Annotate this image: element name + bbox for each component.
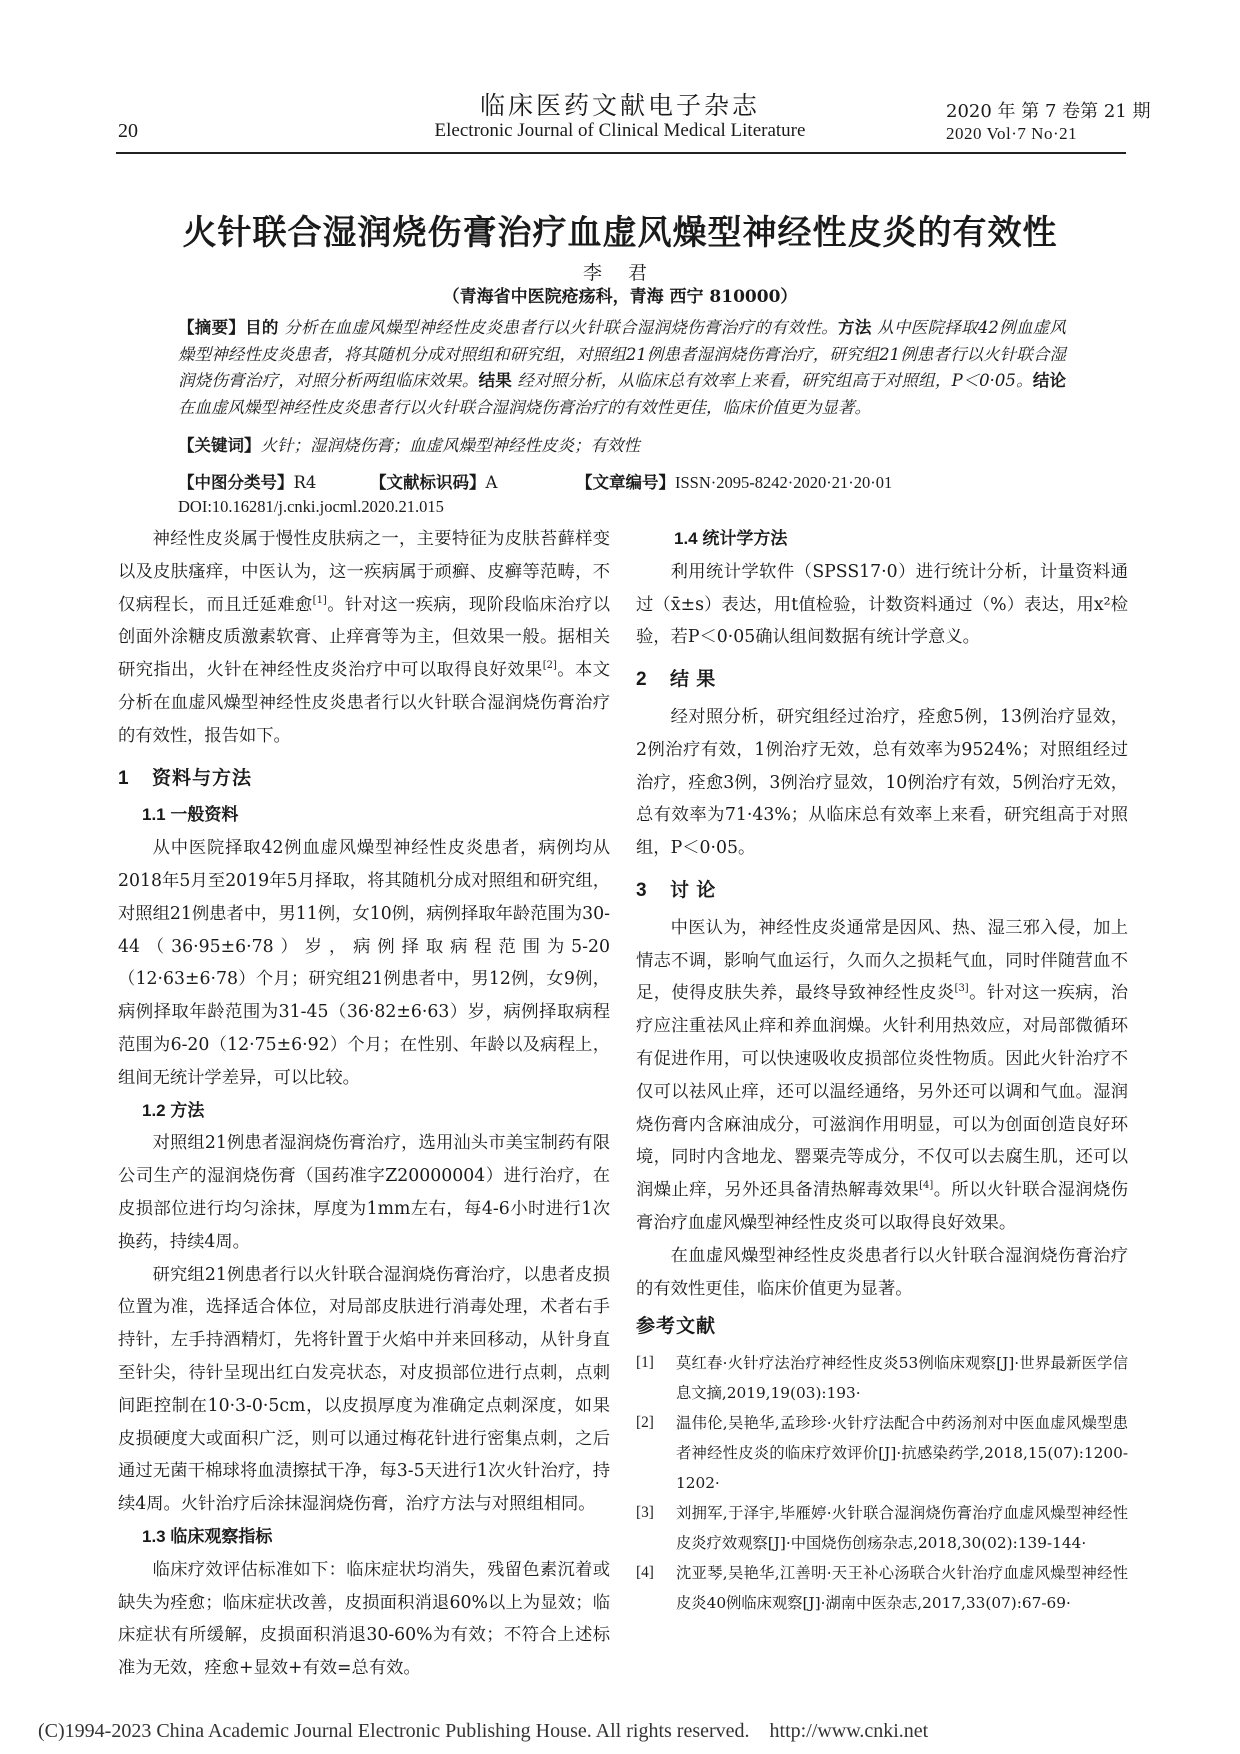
clc-field	[178, 469, 316, 493]
reference-number: [1]	[636, 1354, 654, 1372]
keywords-line	[178, 433, 1078, 459]
section-1-2-paragraph-1: 对照组21例患者湿润烧伤膏治疗，选用汕头市美宝制药有限公司生产的湿润烧伤膏（国药准字Z20000004）进行治疗，在皮损部位进行均匀涂抹，厚度为1mm左右，每4-6小时进行1次换药，持续4周。	[118, 1133, 610, 1252]
abstract-conclusion-label: 结论	[1032, 371, 1067, 390]
section-1-number: 1	[118, 767, 130, 789]
doc-code-field	[370, 469, 497, 493]
section-2-heading	[636, 664, 1128, 697]
reference-text: 沈亚琴,吴艳华,江善明·天王补心汤联合火针治疗血虚风燥型神经性皮炎40例临床观察[J]·湖南中医杂志,2017,33(07):67-69·	[676, 1564, 1128, 1613]
abstract-result-label: 结果	[478, 371, 512, 390]
citation-2: [2]	[542, 660, 557, 672]
section-3-paragraph-1	[636, 912, 1128, 1240]
reference-text: 莫红春·火针疗法治疗神经性皮炎53例临床观察[J]·世界最新医学信息文摘,2019,19(03):193·	[676, 1354, 1128, 1403]
reference-text: 刘拥军,于泽宇,毕雁婷·火针联合湿润烧伤膏治疗血虚风燥型神经性皮炎疗效观察[J]·中国烧伤创疡杂志,2018,30(02):139-144·	[676, 1504, 1128, 1553]
section-2-paragraph: 经对照分析，研究组经过治疗，痊愈5例，13例治疗显效，2例治疗有效，1例治疗无效，总有效率为9524%；对照组经过治疗，痊愈3例，3例治疗显效，10例治疗有效，5例治疗无效，总有效率为71·43%；从临床总有效率上来看，研究组高于对照组，P＜0·05。	[636, 706, 1128, 859]
clc-value: R4	[293, 473, 317, 492]
abstract-purpose: 分析在血虚风燥型神经性皮炎患者行以火针联合湿润烧伤膏治疗的有效性。	[278, 318, 839, 337]
abstract-method-label: 方法	[838, 318, 872, 337]
section-1-4-heading: 1.4 统计学方法	[674, 529, 788, 548]
copyright-footer: (C)1994-2023 China Academic Journal Electronic Publishing House. All rights reserved. http://www.cnki.net	[38, 1720, 929, 1742]
section-3-text-b: 。针对这一疾病，治疗应注重祛风止痒和养血润燥。火针利用热效应，对局部微循环有促进作用，可以快速吸收皮损部位炎性物质。因此火针治疗不仅可以祛风止痒，还可以温经通络，另外还可以调和气血。湿润烧伤膏内含麻油成分，可滋润作用明显，可以为创面创造良好环境，同时内含地龙、罂粟壳等成分，不仅可以去腐生肌，还可以润燥止痒，另外还具备清热解毒效果	[636, 983, 1128, 1201]
section-1-4-paragraph: 利用统计学软件（SPSS17·0）进行统计分析，计量资料通过（x̄±s）表达，用t值检验，计数资料通过（%）表达，用x²检验，若P＜0·05确认组间数据有统计学意义。	[636, 561, 1128, 648]
intro-text-a: 神经性皮炎属于慢性皮肤病之一，主要特征为皮肤苔藓样变以及皮肤瘙痒，中医认为，这一疾病属于顽癣、皮癣等范畴，不仅病程长，而且迁延难愈	[118, 529, 610, 615]
reference-item	[636, 1558, 1128, 1618]
reference-item	[636, 1348, 1128, 1408]
author-affiliation: （青海省中医院疮疡科，青海 西宁 810000）	[442, 287, 798, 307]
journal-title-cn: 临床医药文献电子杂志	[479, 91, 760, 120]
abstract-conclusion: 在血虚风燥型神经性皮炎患者行以火针联合湿润烧伤膏治疗的有效性更佳，临床价值更为显著。	[178, 397, 871, 417]
section-3-heading	[636, 875, 1128, 908]
journal-title-en: Electronic Journal of Clinical Medical Literature	[434, 120, 806, 141]
intro-paragraph	[118, 523, 610, 753]
clc-label: 【中图分类号】	[178, 473, 294, 492]
article-no-field	[576, 469, 892, 493]
page-number: 20	[118, 120, 138, 142]
citation-1: [1]	[312, 594, 327, 606]
keywords: 火针；湿润烧伤膏；血虚风燥型神经性皮炎；有效性	[260, 436, 640, 455]
reference-item	[636, 1408, 1128, 1498]
article-author: 李 君	[582, 262, 658, 284]
section-2-number: 2	[636, 669, 648, 691]
section-1-1-paragraph: 从中医院择取42例血虚风燥型神经性皮炎患者，病例均从2018年5月至2019年5月择取，将其随机分成对照组和研究组，对照组21例患者中，男11例，女10例，病例择取年龄范围为30-44（36·95±6·78）岁，病例择取病程范围为5-20（12·63±6·78）个月；研究组21例患者中，男12例，女9例，病例择取年龄范围为31-45（36·82±6·63）岁，病例择取病程范围为6-20（12·75±6·92）个月；在性别、年龄以及病程上，组间无统计学差异，可以比较。	[118, 838, 610, 1088]
header-rule	[116, 152, 1126, 154]
section-3-paragraph-2: 在血虚风燥型神经性皮炎患者行以火针联合湿润烧伤膏治疗的有效性更佳，临床价值更为显著。	[636, 1245, 1128, 1299]
intro-text-c: 。本文分析在血虚风燥型神经性皮炎患者行以火针联合湿润烧伤膏治疗的有效性，报告如下。	[118, 660, 610, 746]
abstract-purpose-label: 目的	[245, 318, 279, 337]
abstract-result: 经对照分析，从临床总有效率上来看，研究组高于对照组，P＜0·05。	[511, 371, 1033, 390]
article-no-label: 【文章编号】	[576, 473, 675, 492]
reference-number: [2]	[636, 1414, 654, 1432]
references-heading: 参考文献	[636, 1316, 717, 1338]
citation-3: [3]	[954, 983, 969, 995]
abstract-label: 【摘要】	[178, 318, 246, 337]
keywords-label: 【关键词】	[178, 436, 261, 455]
article-no-value: ISSN·2095-8242·2020·21·20·01	[675, 473, 893, 492]
issue-info-en: 2020 Vol·7 No·21	[946, 124, 1078, 143]
abstract-method: 从中医院择取42例血虚风燥型神经性皮炎患者，将其随机分成对照组和研究组，对照组21例患者湿润烧伤膏治疗，研究组21例患者行以火针联合湿润烧伤膏治疗，对照分析两组临床效果。	[178, 318, 1067, 390]
section-3-title: 讨 论	[670, 879, 717, 901]
section-1-3-paragraph: 临床疗效评估标准如下：临床症状均消失，残留色素沉着或缺失为痊愈；临床症状改善，皮损面积消退60%以上为显效；临床症状有所缓解，皮损面积消退30-60%为有效；不符合上述标准为无效，痊愈+显效+有效=总有效。	[118, 1559, 610, 1679]
doi: DOI:10.16281/j.cnki.jocml.2020.21.015	[178, 497, 444, 516]
doc-code-label: 【文献标识码】	[370, 473, 486, 492]
abstract	[178, 315, 1066, 421]
reference-number: [3]	[636, 1504, 654, 1522]
section-1-3-heading: 1.3 临床观察指标	[142, 1526, 273, 1546]
issue-info-cn: 2020 年 第 7 卷第 21 期	[946, 101, 1151, 122]
section-1-heading	[118, 763, 610, 796]
article-title: 火针联合湿润烧伤膏治疗血虚风燥型神经性皮炎的有效性	[182, 213, 1058, 253]
section-2-title: 结 果	[670, 669, 717, 691]
section-1-2-paragraph-2: 研究组21例患者行以火针联合湿润烧伤膏治疗，以患者皮损位置为准，选择适合体位，对局部皮肤进行消毒处理，术者右手持针，左手持酒精灯，先将针置于火焰中并来回移动，从针身直至针尖，待针呈现出红白发亮状态，对皮损部位进行点刺，点刺间距控制在10·3-0·5cm，以皮损厚度为准确定点刺深度，如果皮损硬度大或面积广泛，则可以通过梅花针进行密集点刺，之后通过无菌干棉球将血渍擦拭干净，每3-5天进行1次火针治疗，持续4周。火针治疗后涂抹湿润烧伤膏，治疗方法与对照组相同。	[118, 1264, 610, 1515]
section-1-1-heading: 1.1 一般资料	[142, 805, 239, 825]
intro-text-b: 。针对这一疾病，现阶段临床治疗以创面外涂糖皮质激素软膏、止痒膏等为主，但效果一般。据相关研究指出，火针在神经性皮炎治疗中可以取得良好效果	[118, 594, 610, 681]
doc-code-value: A	[485, 473, 498, 492]
body-right-column	[636, 523, 1128, 1618]
reference-text: 温伟伦,吴艳华,孟珍珍·火针疗法配合中药汤剂对中医血虚风燥型患者神经性皮炎的临床疗效评价[J]·抗感染药学,2018,15(07):1200-1202·	[676, 1414, 1128, 1493]
section-1-title: 资料与方法	[152, 767, 253, 789]
citation-4: [4]	[919, 1180, 934, 1192]
body-left-column	[118, 523, 610, 1685]
section-1-2-heading: 1.2 方法	[142, 1100, 205, 1120]
section-3-text-c: 。所以火针联合湿润烧伤膏治疗血虚风燥型神经性皮炎可以取得良好效果。	[636, 1180, 1128, 1233]
reference-number: [4]	[636, 1564, 654, 1582]
section-3-number: 3	[636, 879, 648, 901]
section-3-text-a: 中医认为，神经性皮炎通常是因风、热、湿三邪入侵，加上情志不调，影响气血运行，久而久之损耗气血，同时伴随营血不足，使得皮肤失养，最终导致神经性皮炎	[636, 917, 1128, 1004]
reference-item	[636, 1498, 1128, 1558]
